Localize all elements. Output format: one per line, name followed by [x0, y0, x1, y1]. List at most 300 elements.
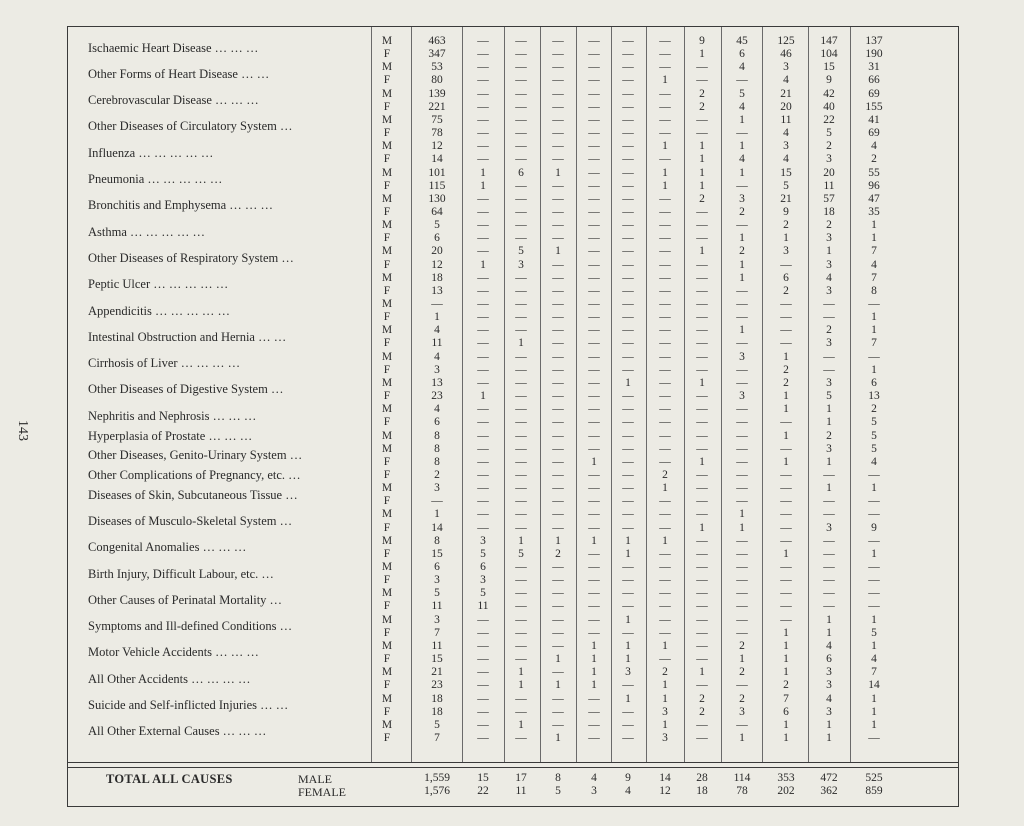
table-cell: — [552, 390, 564, 403]
table-cell: — [622, 508, 634, 521]
table-cell: — [515, 74, 527, 87]
table-cell: — [552, 416, 564, 429]
total-cell: 18 [696, 785, 708, 797]
table-row [68, 140, 958, 153]
table-cell: — [622, 731, 634, 744]
table-cell: 1 [871, 324, 877, 337]
table-cell: — [552, 363, 564, 376]
table-cell: 1 [871, 482, 877, 495]
table-cell: — [588, 61, 600, 74]
cause-label: Diseases of Skin, Subcutaneous Tissue … [88, 487, 298, 502]
table-cell: — [477, 219, 489, 232]
table-cell: — [515, 219, 527, 232]
table-cell: — [552, 442, 564, 455]
table-cell: 22 [823, 113, 835, 126]
sex-label: F [383, 153, 391, 166]
table-cell: — [659, 324, 671, 337]
table-cell: 1 [871, 613, 877, 626]
table-cell: — [659, 574, 671, 587]
table-cell: 1 [699, 140, 705, 153]
table-cell: — [696, 587, 708, 600]
table-cell: — [552, 521, 564, 534]
table-cell: — [588, 284, 600, 297]
female-label: FEMALE [298, 785, 346, 799]
table-cell: — [552, 48, 564, 61]
sex-label: F [383, 363, 391, 376]
table-row [68, 35, 958, 48]
table-cell: 6 [739, 48, 745, 61]
cause-label: Appendicitis … … … … … [88, 303, 231, 318]
table-cell: 15 [780, 166, 792, 179]
total-cell: 11 [515, 785, 527, 797]
table-cell: 1 [480, 179, 486, 192]
table-cell: 15 [823, 61, 835, 74]
table-cell: — [552, 639, 564, 652]
table-cell: — [823, 298, 835, 310]
table-cell: — [659, 587, 671, 600]
table-cell: — [696, 298, 708, 310]
table-cell: 11 [431, 639, 443, 652]
table-cell: 7 [783, 692, 789, 705]
table-cell: — [515, 390, 527, 403]
total-cell: 9 [625, 772, 631, 784]
table-cell: 21 [431, 666, 443, 679]
table-cell: 1 [739, 166, 745, 179]
table-cell: 35 [868, 205, 880, 218]
table-cell: — [588, 705, 600, 718]
table-cell: — [659, 442, 671, 455]
table-cell: — [659, 87, 671, 100]
table-cell: 13 [431, 376, 443, 389]
table-cell: — [515, 574, 527, 587]
table-cell: — [659, 284, 671, 297]
table-cell: 1 [591, 653, 597, 666]
table-row [68, 535, 958, 548]
table-cell: — [659, 363, 671, 376]
table-cell: — [477, 127, 489, 140]
table-cell: 80 [431, 74, 443, 87]
table-cell: 5 [826, 127, 832, 140]
table-cell: — [622, 324, 634, 337]
sex-label: F [383, 74, 391, 87]
table-cell: — [696, 626, 708, 639]
table-cell: — [588, 416, 600, 429]
table-cell: — [622, 61, 634, 74]
table-cell: — [736, 626, 748, 639]
table-cell: — [552, 508, 564, 521]
table-cell: — [659, 192, 671, 205]
table-row [68, 101, 958, 114]
sex-label: F [383, 705, 391, 718]
table-cell: — [588, 100, 600, 113]
table-cell: 1 [625, 692, 631, 705]
table-cell: — [696, 232, 708, 245]
table-cell: — [780, 337, 792, 350]
table-cell: — [552, 153, 564, 166]
table-cell: — [622, 74, 634, 87]
table-cell: 1 [591, 534, 597, 547]
sex-label: F [383, 390, 391, 403]
table-cell: 57 [823, 192, 835, 205]
table-cell: 14 [431, 521, 443, 534]
table-cell: — [588, 350, 600, 363]
table-cell: 3 [518, 258, 524, 271]
table-cell: 4 [826, 639, 832, 652]
table-cell: 1 [518, 337, 524, 350]
table-row [68, 74, 958, 87]
table-cell: 18 [431, 271, 443, 284]
table-cell: — [622, 455, 634, 468]
table-cell: 20 [823, 166, 835, 179]
table-cell: — [588, 363, 600, 376]
table-cell: 2 [699, 705, 705, 718]
table-cell: 5 [783, 179, 789, 192]
table-cell: 1 [783, 731, 789, 744]
table-cell: 1 [739, 140, 745, 153]
table-row [68, 311, 958, 324]
table-row [68, 324, 958, 337]
table-cell: 1 [555, 731, 561, 744]
table-cell: 15 [431, 547, 443, 560]
table-cell: — [622, 626, 634, 639]
table-cell: 2 [783, 376, 789, 389]
table-cell: — [622, 718, 634, 731]
table-cell: — [515, 363, 527, 376]
table-cell: 1 [699, 455, 705, 468]
table-cell: 5 [871, 442, 877, 455]
table-cell: — [696, 113, 708, 126]
table-cell: 5 [434, 587, 440, 600]
table-cell: — [588, 219, 600, 232]
table-cell: 2 [871, 403, 877, 416]
table-cell: — [515, 429, 527, 442]
table-cell: 1 [518, 718, 524, 731]
table-cell: 1 [555, 653, 561, 666]
table-cell: 8 [434, 455, 440, 468]
table-cell: — [823, 508, 835, 521]
total-cell: 1,576 [424, 785, 450, 797]
table-cell: — [696, 442, 708, 455]
table-cell: — [622, 205, 634, 218]
table-cell: — [477, 192, 489, 205]
table-cell: — [477, 311, 489, 324]
table-cell: 4 [826, 271, 832, 284]
table-row [68, 679, 958, 692]
table-cell: — [736, 547, 748, 560]
table-cell: — [552, 179, 564, 192]
table-cell: — [552, 666, 564, 679]
table-row [68, 193, 958, 206]
table-cell: — [552, 718, 564, 731]
sex-label: M [381, 587, 393, 600]
table-row [68, 587, 958, 600]
table-cell: — [515, 376, 527, 389]
sex-label: M [381, 508, 393, 521]
table-cell: 2 [783, 219, 789, 232]
table-cell: — [588, 600, 600, 613]
table-cell: — [588, 179, 600, 192]
sex-label: M [381, 561, 393, 573]
table-cell: 104 [820, 48, 838, 61]
table-cell: 5 [871, 429, 877, 442]
table-cell: 1 [662, 692, 668, 705]
table-cell: — [696, 350, 708, 363]
table-cell: — [659, 495, 671, 508]
table-cell: — [659, 35, 671, 47]
table-cell: — [696, 429, 708, 442]
table-cell: — [515, 495, 527, 508]
table-cell: — [477, 626, 489, 639]
table-cell: — [515, 140, 527, 153]
table-cell: — [622, 179, 634, 192]
sex-label: F [383, 232, 391, 245]
table-cell: — [622, 416, 634, 429]
table-cell: — [780, 587, 792, 600]
table-cell: 1 [826, 403, 832, 416]
sex-label: F [383, 127, 391, 140]
table-cell: — [552, 74, 564, 87]
table-cell: 5 [518, 245, 524, 258]
table-cell: — [736, 613, 748, 626]
table-cell: — [515, 600, 527, 613]
sex-label: F [383, 179, 391, 192]
table-cell: 3 [826, 521, 832, 534]
table-row [68, 259, 958, 272]
table-cell: — [515, 324, 527, 337]
table-cell: 5 [480, 587, 486, 600]
sex-label: F [383, 205, 391, 218]
table-cell: 42 [823, 87, 835, 100]
table-cell: — [780, 561, 792, 573]
table-cell: — [552, 284, 564, 297]
table-cell: — [588, 731, 600, 744]
table-cell: — [515, 455, 527, 468]
table-cell: — [515, 87, 527, 100]
sex-label: F [383, 337, 391, 350]
table-cell: 139 [428, 87, 446, 100]
table-row [68, 245, 958, 258]
table-cell: 1 [555, 166, 561, 179]
table-cell: 1 [699, 521, 705, 534]
table-cell: — [552, 113, 564, 126]
table-cell: — [696, 534, 708, 547]
table-cell: — [823, 547, 835, 560]
table-row [68, 600, 958, 613]
table-cell: — [515, 61, 527, 74]
table-cell: 1 [739, 521, 745, 534]
table-cell: — [659, 508, 671, 521]
table-cell: 7 [871, 337, 877, 350]
sex-label: M [381, 718, 393, 731]
table-cell: — [868, 350, 880, 363]
table-row [68, 364, 958, 377]
table-cell: — [622, 48, 634, 61]
table-cell: 45 [736, 35, 748, 47]
sex-label: M [381, 87, 393, 100]
table-cell: 6 [783, 705, 789, 718]
table-cell: 23 [431, 679, 443, 692]
table-cell: — [588, 87, 600, 100]
table-cell: 3 [826, 284, 832, 297]
table-cell: — [780, 324, 792, 337]
table-cell: — [736, 468, 748, 481]
table-cell: 1 [662, 74, 668, 87]
table-row [68, 298, 958, 311]
table-cell: 1 [662, 166, 668, 179]
table-cell: — [588, 74, 600, 87]
table-cell: 21 [780, 87, 792, 100]
table-cell: — [477, 455, 489, 468]
table-cell: — [736, 561, 748, 573]
table-cell: 3 [662, 731, 668, 744]
table-cell: — [552, 692, 564, 705]
table-cell: — [515, 508, 527, 521]
table-cell: — [696, 363, 708, 376]
table-row [68, 403, 958, 416]
table-cell: — [659, 376, 671, 389]
cause-label: Influenza … … … … … [88, 145, 214, 160]
sex-label: M [381, 324, 393, 337]
table-cell: — [588, 337, 600, 350]
table-cell: — [736, 337, 748, 350]
table-cell: — [552, 140, 564, 153]
mortality-table [67, 26, 959, 807]
table-cell: — [622, 363, 634, 376]
table-row [68, 719, 958, 732]
table-cell: 69 [868, 127, 880, 140]
table-cell: 5 [739, 87, 745, 100]
table-cell: — [780, 574, 792, 587]
table-cell: 5 [871, 416, 877, 429]
table-cell: — [736, 127, 748, 140]
table-cell: — [477, 666, 489, 679]
cause-label: Intestinal Obstruction and Hernia … … [88, 329, 287, 344]
table-cell: — [780, 508, 792, 521]
table-cell: — [622, 442, 634, 455]
table-row [68, 167, 958, 180]
total-separator [68, 762, 958, 768]
table-cell: — [736, 455, 748, 468]
table-cell: — [696, 284, 708, 297]
table-cell: — [477, 324, 489, 337]
sex-label: F [383, 100, 391, 113]
table-cell: — [552, 350, 564, 363]
table-cell: — [588, 429, 600, 442]
table-cell: — [552, 127, 564, 140]
table-cell: 5 [480, 547, 486, 560]
table-cell: 2 [826, 324, 832, 337]
table-cell: — [431, 495, 443, 508]
total-cell: 15 [477, 772, 489, 784]
table-cell: — [515, 587, 527, 600]
table-cell: — [696, 337, 708, 350]
table-cell: — [552, 587, 564, 600]
table-cell: 53 [431, 61, 443, 74]
table-cell: — [696, 600, 708, 613]
table-cell: — [780, 311, 792, 324]
table-cell: — [588, 245, 600, 258]
table-cell: 1 [826, 482, 832, 495]
sex-label: M [381, 442, 393, 455]
table-cell: 1 [662, 179, 668, 192]
table-cell: 1 [783, 403, 789, 416]
male-label: MALE [298, 772, 332, 786]
table-cell: — [736, 587, 748, 600]
table-cell: 1 [662, 718, 668, 731]
cause-label: Symptoms and Ill-defined Conditions … [88, 619, 293, 634]
table-cell: — [588, 232, 600, 245]
table-cell: — [477, 429, 489, 442]
table-cell: — [659, 390, 671, 403]
table-cell: 20 [780, 100, 792, 113]
table-cell: 1 [555, 679, 561, 692]
table-cell: 4 [434, 324, 440, 337]
table-cell: 1 [783, 626, 789, 639]
cause-label: Other Diseases of Respiratory System … [88, 250, 294, 265]
sex-label: M [381, 192, 393, 205]
table-cell: — [696, 127, 708, 140]
table-cell: — [736, 534, 748, 547]
table-cell: — [622, 337, 634, 350]
table-cell: — [515, 626, 527, 639]
table-cell: 130 [428, 192, 446, 205]
sex-label: F [383, 311, 391, 324]
table-cell: 1 [555, 245, 561, 258]
table-cell: 2 [739, 666, 745, 679]
table-cell: — [552, 311, 564, 324]
table-cell: — [588, 574, 600, 587]
table-cell: 155 [865, 100, 883, 113]
table-cell: 1 [739, 324, 745, 337]
table-row [68, 482, 958, 495]
table-cell: 4 [871, 258, 877, 271]
table-cell: — [588, 508, 600, 521]
table-cell: 1 [699, 179, 705, 192]
table-cell: — [823, 534, 835, 547]
table-cell: — [477, 350, 489, 363]
table-cell: — [736, 298, 748, 310]
table-cell: — [515, 639, 527, 652]
table-cell: — [622, 284, 634, 297]
table-cell: — [477, 205, 489, 218]
table-cell: 9 [783, 205, 789, 218]
table-cell: — [552, 271, 564, 284]
table-cell: 3 [480, 534, 486, 547]
table-cell: — [659, 219, 671, 232]
table-cell: — [552, 626, 564, 639]
sex-label: M [381, 298, 393, 310]
table-cell: — [696, 74, 708, 87]
table-cell: — [659, 153, 671, 166]
table-cell: 3 [480, 574, 486, 587]
table-cell: — [588, 153, 600, 166]
table-row [68, 180, 958, 193]
table-row [68, 653, 958, 666]
table-cell: — [552, 192, 564, 205]
table-cell: 1 [783, 455, 789, 468]
table-cell: — [515, 442, 527, 455]
total-cell: 114 [733, 772, 751, 784]
table-cell: — [477, 639, 489, 652]
table-cell: 2 [739, 639, 745, 652]
table-cell: 3 [826, 442, 832, 455]
table-cell: — [552, 232, 564, 245]
table-cell: 1 [591, 679, 597, 692]
table-cell: 78 [431, 127, 443, 140]
table-cell: — [515, 482, 527, 495]
table-cell: 1 [871, 692, 877, 705]
table-cell: 5 [826, 390, 832, 403]
